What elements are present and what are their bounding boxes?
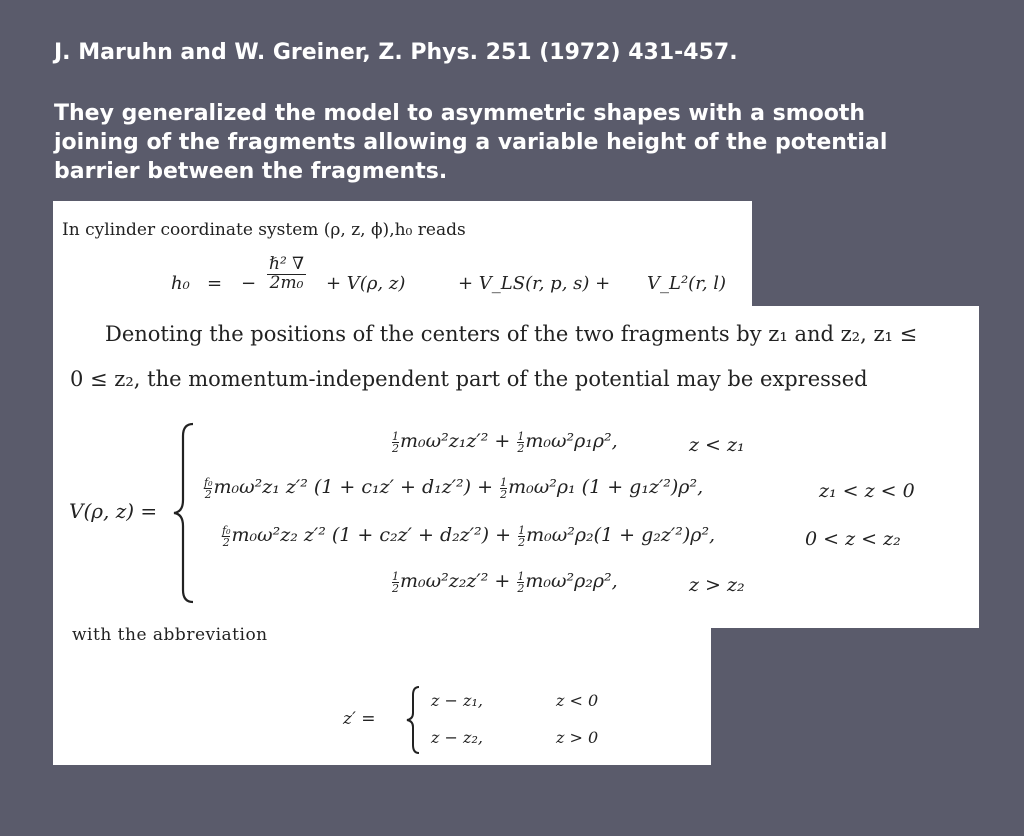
case-1-condition: z < z₁ xyxy=(689,434,745,456)
hamiltonian-lhs: h₀ xyxy=(171,273,190,294)
hamiltonian-fraction xyxy=(265,256,308,293)
citation-heading: J. Maruhn and W. Greiner, Z. Phys. 251 (1972) 431-457. xyxy=(54,40,738,65)
potential-text-line1: Denoting the positions of the centers of the two fragments by z₁ and z₂, z₁ ≤ xyxy=(105,322,918,346)
case-3-condition: 0 < z < z₂ xyxy=(805,528,901,550)
abbreviation-intro: with the abbreviation xyxy=(72,625,268,645)
potential-panel xyxy=(53,306,979,628)
abbreviation-case-2-condition: z > 0 xyxy=(556,728,599,747)
case-4-expression: $\frac{1}{2}$ m₀ω²z₂z′² + $\frac{1}{2}$ m₀ω²ρ₂ρ², xyxy=(392,569,618,595)
case-4-condition: z > z₂ xyxy=(689,574,745,596)
summary-text: They generalized the model to asymmetric shapes with a smooth joining of the fragments allowing a variable height of the potential barrier between the fragments. xyxy=(54,101,888,184)
hamiltonian-potential-term: + V(ρ, z) xyxy=(326,273,406,294)
fraction-denominator: 2m₀ xyxy=(269,272,304,293)
abbreviation-brace xyxy=(405,685,423,755)
case-1-expression: $\frac{1}{2}$ m₀ω²z₁z′² + $\frac{1}{2}$ m₀ω²ρ₁ρ², xyxy=(392,429,618,455)
potential-lhs: V(ρ, z) = xyxy=(69,499,158,523)
case-2-expression: $\frac{\text{f₀}}{2}$ m₀ω²z₁ z′² (1 + c₁z′ + d₁z′²) + $\frac{1}{2}$ m₀ω²ρ₁ (1 + g₁z′²)ρ², xyxy=(204,475,704,501)
case-2-condition: z₁ < z < 0 xyxy=(819,480,915,502)
potential-text-line2: 0 ≤ z₂, the momentum-independent part of the potential may be expressed xyxy=(70,367,868,391)
abbreviation-lhs: z′ = xyxy=(343,709,376,729)
hamiltonian-l2-term: V_L²(r, l) xyxy=(647,273,727,294)
abbreviation-case-1-expression: z − z₁, xyxy=(431,691,483,710)
cases-brace xyxy=(171,422,197,604)
abbreviation-case-1-condition: z < 0 xyxy=(556,691,599,710)
hamiltonian-intro: In cylinder coordinate system (ρ, z, ϕ),h₀ reads xyxy=(62,220,466,240)
abbreviation-panel xyxy=(53,625,711,765)
abbreviation-case-2-expression: z − z₂, xyxy=(431,728,483,747)
hamiltonian-minus: − xyxy=(241,273,257,294)
fraction-numerator: ℏ² ∇ xyxy=(269,254,305,274)
hamiltonian-equals: = xyxy=(207,273,223,294)
hamiltonian-spin-orbit-term: + V_LS(r, p, s) + xyxy=(458,273,611,294)
case-3-expression: $\frac{\text{f₀}}{2}$ m₀ω²z₂ z′² (1 + c₂z′ + d₂z′²) + $\frac{1}{2}$ m₀ω²ρ₂(1 + g₂z′²)ρ², xyxy=(222,523,716,549)
hamiltonian-panel xyxy=(53,201,752,313)
